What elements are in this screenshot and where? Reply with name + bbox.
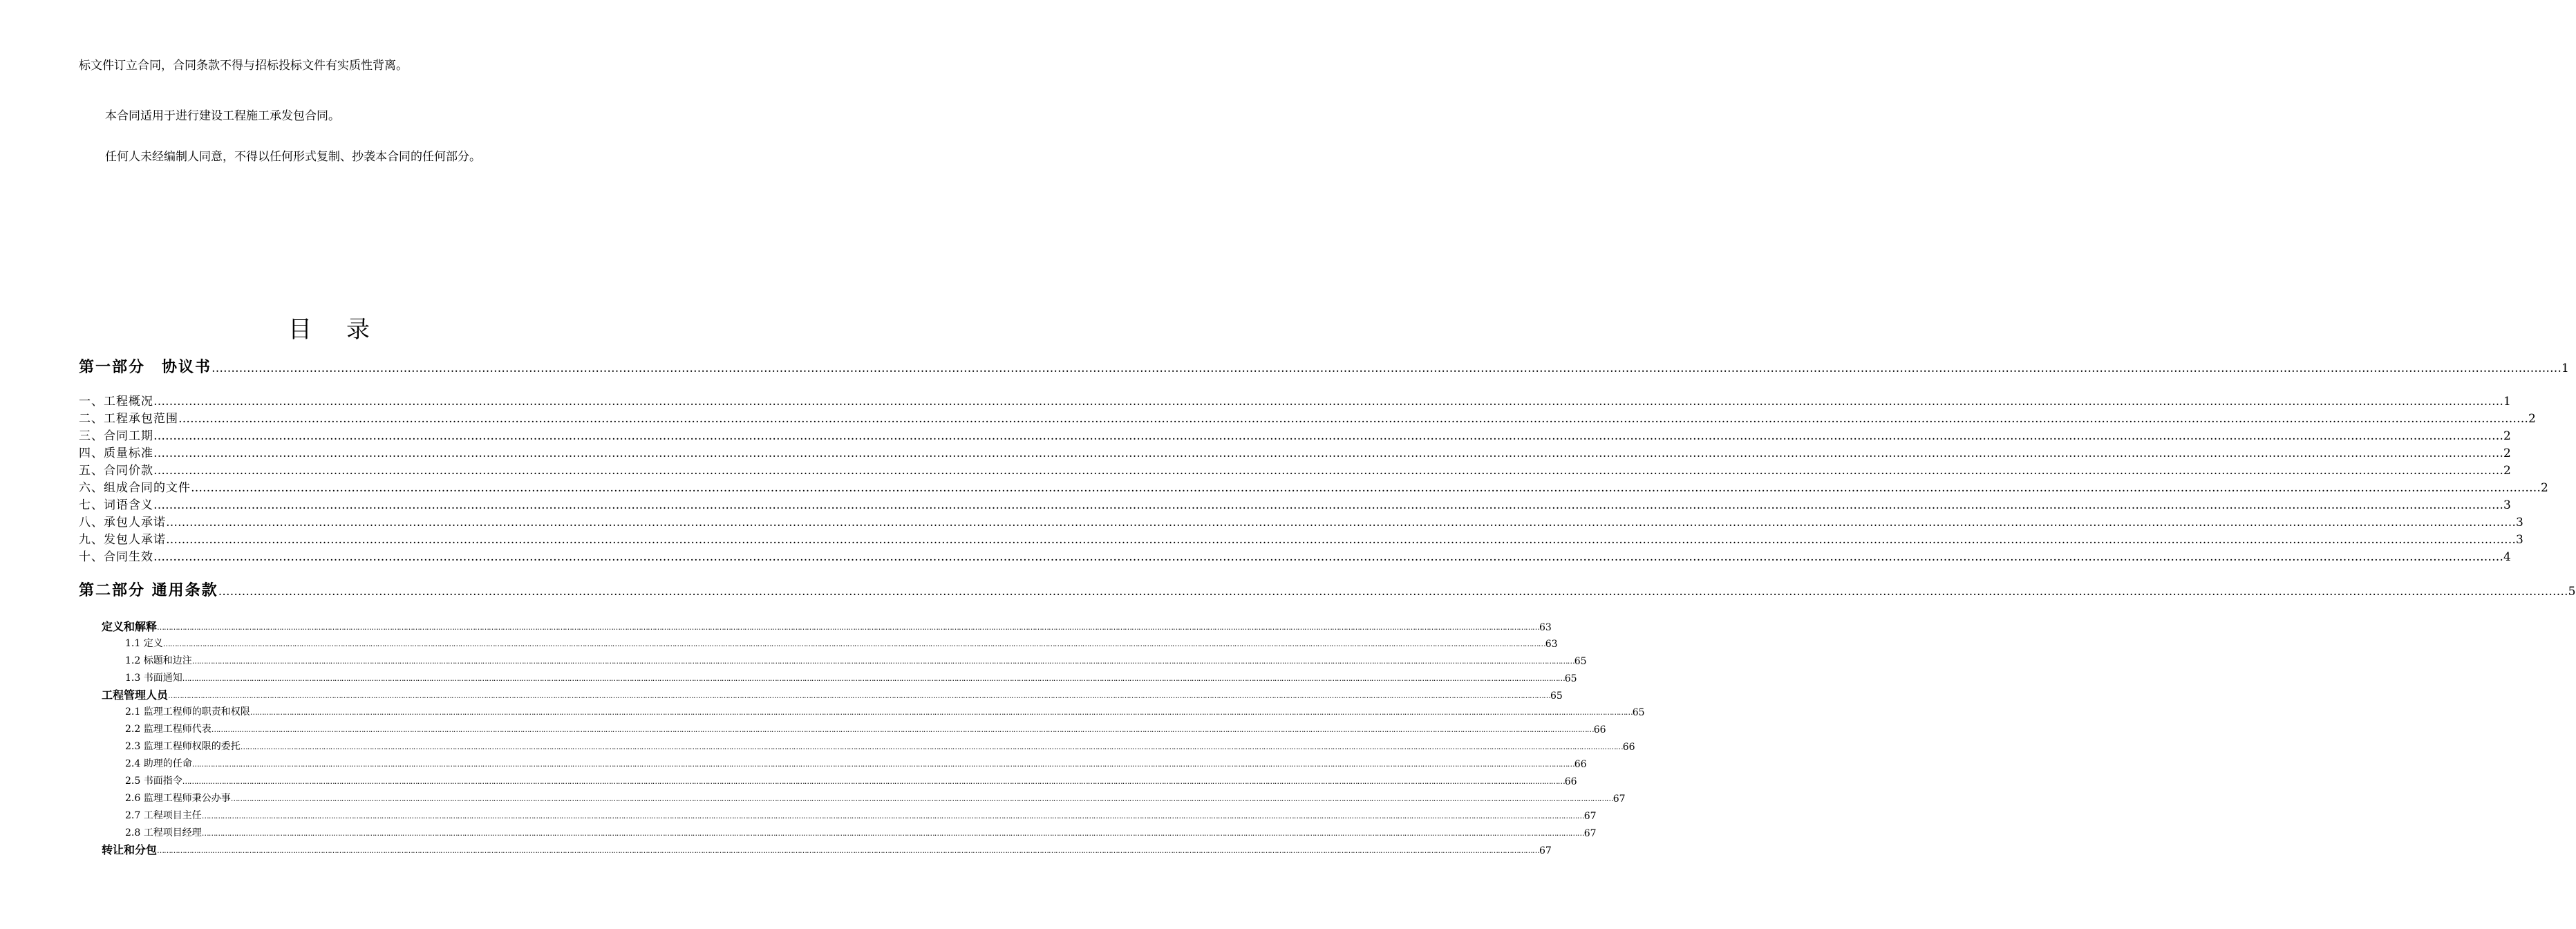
toc-item-page: 2	[2528, 412, 2536, 426]
toc-subsection-page: 66	[1622, 742, 1635, 753]
toc-section[interactable]	[102, 617, 1552, 634]
toc-item-number: 十、	[79, 550, 104, 564]
toc-title-char-2: 录	[346, 316, 371, 344]
toc-item-number: 九、	[79, 533, 104, 547]
toc-subsection-label: 2.7 工程项目主任	[125, 810, 202, 821]
leader-dots: ……………………………………………………………………………………………………………………………………………………………………………………………………………………………………………………………………………………………………………………………………………………………………………………………………………………………………………………………………………………………………………………………………………………	[168, 691, 1551, 700]
leader-dots: ……………………………………………………………………………………………………………………………………………………………………………………………………………………………………………………………………………………………………………………………………………………………………………………………………………………………………………………………………………………………………………………………………………………	[153, 395, 2503, 409]
toc-subsection[interactable]	[125, 635, 1558, 650]
toc-item-number: 五、	[79, 464, 104, 478]
toc-item-label: 合同工期	[104, 429, 153, 443]
leader-dots: ……………………………………………………………………………………………………………………………………………………………………………………………………………………………………………………………………………………………………………………………………………………………………………………………………………………………………………………………………………………………………………………………………………………	[201, 811, 1584, 820]
toc-item[interactable]	[79, 409, 2536, 426]
toc-part-2[interactable]	[79, 579, 2576, 600]
toc-subsection-label: 2.5 书面指令	[125, 776, 182, 787]
toc-subsection[interactable]	[125, 720, 1606, 735]
leader-dots: ……………………………………………………………………………………………………………………………………………………………………………………………………………………………………………………………………………………………………………………………………………………………………………………………………………………………………………………………………………………………………………………………………………………	[191, 760, 1574, 769]
toc-section-page: 63	[1539, 622, 1552, 633]
leader-dots: ……………………………………………………………………………………………………………………………………………………………………………………………………………………………………………………………………………………………………………………………………………………………………………………………………………………………………………………………………………………………………………………………………………………	[153, 447, 2503, 460]
paragraph-3: 任何人未经编制人同意，不得以任何形式复制、抄袭本合同的任何部分。	[105, 150, 481, 164]
toc-item[interactable]	[79, 513, 2523, 529]
toc-item-label: 合同价款	[104, 464, 153, 478]
leader-dots: ……………………………………………………………………………………………………………………………………………………………………………………………………………………………………………………………………………………………………………………………………………………………………………………………………………………………………………………………………………………………………………………………………………………	[162, 639, 1545, 648]
toc-item-label: 质量标准	[104, 447, 153, 460]
toc-subsection-label: 2.1 监理工程师的职责和权限	[125, 706, 250, 717]
toc-item-number: 四、	[79, 447, 104, 460]
leader-dots: ……………………………………………………………………………………………………………………………………………………………………………………………………………………………………………………………………………………………………………………………………………………………………………………………………………………………………………………………………………………………………………………………………………………	[182, 777, 1565, 786]
toc-subsection-page: 65	[1574, 656, 1587, 667]
toc-subsection[interactable]	[125, 703, 1645, 718]
toc-item-page: 2	[2503, 464, 2511, 478]
toc-part-2-page: 5	[2568, 585, 2576, 599]
toc-item-number: 三、	[79, 429, 104, 443]
toc-title-char-1: 目	[288, 316, 313, 344]
toc-section[interactable]	[102, 841, 1552, 857]
toc-subsection-page: 65	[1632, 707, 1645, 718]
leader-dots: ……………………………………………………………………………………………………………………………………………………………………………………………………………………………………………………………………………………………………………………………………………………………………………………………………………………………………………………………………………………………………………………………………………………	[178, 412, 2528, 426]
toc-item-page: 2	[2503, 447, 2511, 460]
toc-item-number: 一、	[79, 395, 104, 409]
toc-subsection-page: 67	[1583, 811, 1597, 822]
leader-dots: ……………………………………………………………………………………………………………………………………………………………………………………………………………………………………………………………………………………………………………………………………………………………………………………………………………………………………………………………………………………………………………………………………………………	[191, 657, 1574, 666]
toc-item-page: 3	[2516, 533, 2523, 547]
leader-dots: ……………………………………………………………………………………………………………………………………………………………………………………………………………………………………………………………………………………………………………………………………………………………………………………………………………………………………………………………………………………………………………………………………………………	[230, 794, 1613, 803]
leader-dots: ……………………………………………………………………………………………………………………………………………………………………………………………………………………………………………………………………………………………………………………………………………………………………………………………………………………………………………………………………………………………………………………………………………………	[157, 623, 1540, 632]
toc-subsection-label: 1.2 标题和边注	[125, 655, 192, 666]
leader-dots: ……………………………………………………………………………………………………………………………………………………………………………………………………………………………………………………………………………………………………………………………………………………………………………………………………………………………………………………………………………………………………………………………………………………	[182, 674, 1565, 683]
toc-title	[288, 310, 371, 344]
leader-dots: ……………………………………………………………………………………………………………………………………………………………………………………………………………………………………………………………………………………………………………………………………………………………………………………………………………………………………………………………………………………………………………………………………………………	[153, 429, 2503, 443]
toc-item[interactable]	[79, 496, 2511, 512]
toc-item-label: 工程承包范围	[104, 412, 178, 426]
toc-subsection-page: 63	[1545, 639, 1558, 650]
toc-subsection[interactable]	[125, 789, 1626, 805]
toc-subsection-label: 2.6 监理工程师秉公办事	[125, 793, 231, 804]
toc-subsection-page: 66	[1574, 759, 1587, 770]
toc-item-number: 六、	[79, 481, 104, 495]
toc-subsection-page: 67	[1613, 794, 1626, 805]
toc-subsection-label: 2.2 监理工程师代表	[125, 724, 211, 735]
toc-part-2-label: 第二部分 通用条款	[79, 582, 218, 599]
toc-item[interactable]	[79, 392, 2511, 409]
toc-item[interactable]	[79, 426, 2511, 443]
toc-part-1-page: 1	[2561, 362, 2569, 375]
toc-subsection[interactable]	[125, 669, 1577, 684]
toc-item-number: 二、	[79, 412, 104, 426]
toc-item-number: 八、	[79, 516, 104, 529]
toc-item-label: 工程概况	[104, 395, 153, 409]
toc-section-label: 工程管理人员	[102, 688, 169, 702]
toc-item-label: 合同生效	[104, 550, 153, 564]
toc-part-1-label: 第一部分 协议书	[79, 359, 212, 376]
toc-item-number: 七、	[79, 498, 104, 512]
leader-dots: ……………………………………………………………………………………………………………………………………………………………………………………………………………………………………………………………………………………………………………………………………………………………………………………………………………………………………………………………………………………………………………………………………………………	[201, 829, 1584, 838]
toc-item-label: 组成合同的文件	[104, 481, 191, 495]
leader-dots: ……………………………………………………………………………………………………………………………………………………………………………………………………………………………………………………………………………………………………………………………………………………………………………………………………………………………………………………………………………………………………………………………………………………	[153, 550, 2503, 564]
toc-section-label: 定义和解释	[102, 620, 158, 633]
toc-section-page: 67	[1539, 845, 1552, 856]
toc-subsection[interactable]	[125, 652, 1587, 667]
toc-subsection-page: 67	[1583, 828, 1597, 839]
toc-subsection[interactable]	[125, 824, 1597, 839]
leader-dots: ……………………………………………………………………………………………………………………………………………………………………………………………………………………………………………………………………………………………………………………………………………………………………………………………………………………………………………………………………………………………………………………………………………………	[153, 498, 2503, 512]
toc-item[interactable]	[79, 444, 2511, 460]
toc-item-label: 词语含义	[104, 498, 153, 512]
toc-subsection-label: 1.1 定义	[125, 638, 163, 649]
toc-item-page: 1	[2503, 395, 2511, 409]
toc-item[interactable]	[79, 478, 2548, 495]
leader-dots: ……………………………………………………………………………………………………………………………………………………………………………………………………………………………………………………………………………………………………………………………………………………………………………………………………………………………………………………………………………………………………………………………………………………	[153, 464, 2503, 478]
toc-subsection-label: 2.3 监理工程师权限的委托	[125, 741, 241, 752]
toc-item[interactable]	[79, 530, 2523, 547]
leader-dots: ……………………………………………………………………………………………………………………………………………………………………………………………………………………………………………………………………………………………………………………………………………………………………………………………………………………………………………………………………………………………………………………………………………………	[250, 708, 1633, 717]
toc-item-page: 4	[2503, 550, 2511, 564]
toc-subsection[interactable]	[125, 738, 1635, 753]
leader-dots: ……………………………………………………………………………………………………………………………………………………………………………………………………………………………………………………………………………………………………………………………………………………………………………………………………………………………………………………………………………………………………………………………………………………	[166, 516, 2516, 529]
toc-item-page: 3	[2516, 516, 2523, 529]
leader-dots: ……………………………………………………………………………………………………………………………………………………………………………………………………………………………………………………………………………………………………………………………………………………………………………………………………………………………………………………………………………………………………………………………………………………	[166, 533, 2516, 547]
toc-part-1[interactable]	[79, 356, 2569, 377]
toc-subsection-label: 1.3 书面通知	[125, 673, 182, 684]
toc-subsection[interactable]	[125, 772, 1577, 787]
toc-item-page: 2	[2541, 481, 2548, 495]
toc-item-label: 承包人承诺	[104, 516, 166, 529]
toc-subsection-page: 66	[1593, 724, 1606, 735]
toc-item[interactable]	[79, 547, 2511, 564]
toc-subsection[interactable]	[125, 807, 1597, 822]
toc-item-page: 3	[2503, 498, 2511, 512]
leader-dots: ……………………………………………………………………………………………………………………………………………………………………………………………………………………………………………………………………………………………………………………………………………………………………………………………………………………………………………………………………………………………………………………………………………………	[240, 742, 1623, 751]
toc-subsection-label: 2.8 工程项目经理	[125, 827, 202, 838]
toc-subsection-page: 66	[1564, 776, 1577, 787]
leader-dots: ……………………………………………………………………………………………………………………………………………………………………………………………………………………………………………………………………………………………………………………………………………………………………………………………………………………………………………………………………………………………………………………………………………………	[157, 846, 1540, 855]
toc-item-label: 发包人承诺	[104, 533, 166, 547]
toc-section[interactable]	[102, 686, 1563, 702]
toc-section-page: 65	[1550, 691, 1563, 702]
leader-dots: ……………………………………………………………………………………………………………………………………………………………………………………………………………………………………………………………………………………………………………………………………………………………………………………………………………………………………………………………………………………………………………………………………………………	[218, 585, 2568, 599]
toc-item-page: 2	[2503, 429, 2511, 443]
paragraph-2: 本合同适用于进行建设工程施工承发包合同。	[105, 109, 340, 123]
toc-section-label: 转让和分包	[102, 843, 158, 856]
leader-dots: ……………………………………………………………………………………………………………………………………………………………………………………………………………………………………………………………………………………………………………………………………………………………………………………………………………………………………………………………………………………………………………………………………………………	[211, 725, 1594, 734]
toc-subsection[interactable]	[125, 755, 1587, 770]
toc-subsection-page: 65	[1564, 673, 1577, 684]
leader-dots: ……………………………………………………………………………………………………………………………………………………………………………………………………………………………………………………………………………………………………………………………………………………………………………………………………………………………………………………………………………………………………………………………………………………	[211, 362, 2562, 375]
paragraph-1: 标文件订立合同，合同条款不得与招标投标文件有实质性背离。	[79, 59, 408, 73]
toc-subsection-label: 2.4 助理的任命	[125, 758, 192, 769]
toc-item[interactable]	[79, 461, 2511, 478]
leader-dots: ……………………………………………………………………………………………………………………………………………………………………………………………………………………………………………………………………………………………………………………………………………………………………………………………………………………………………………………………………………………………………………………………………………………	[191, 481, 2541, 495]
